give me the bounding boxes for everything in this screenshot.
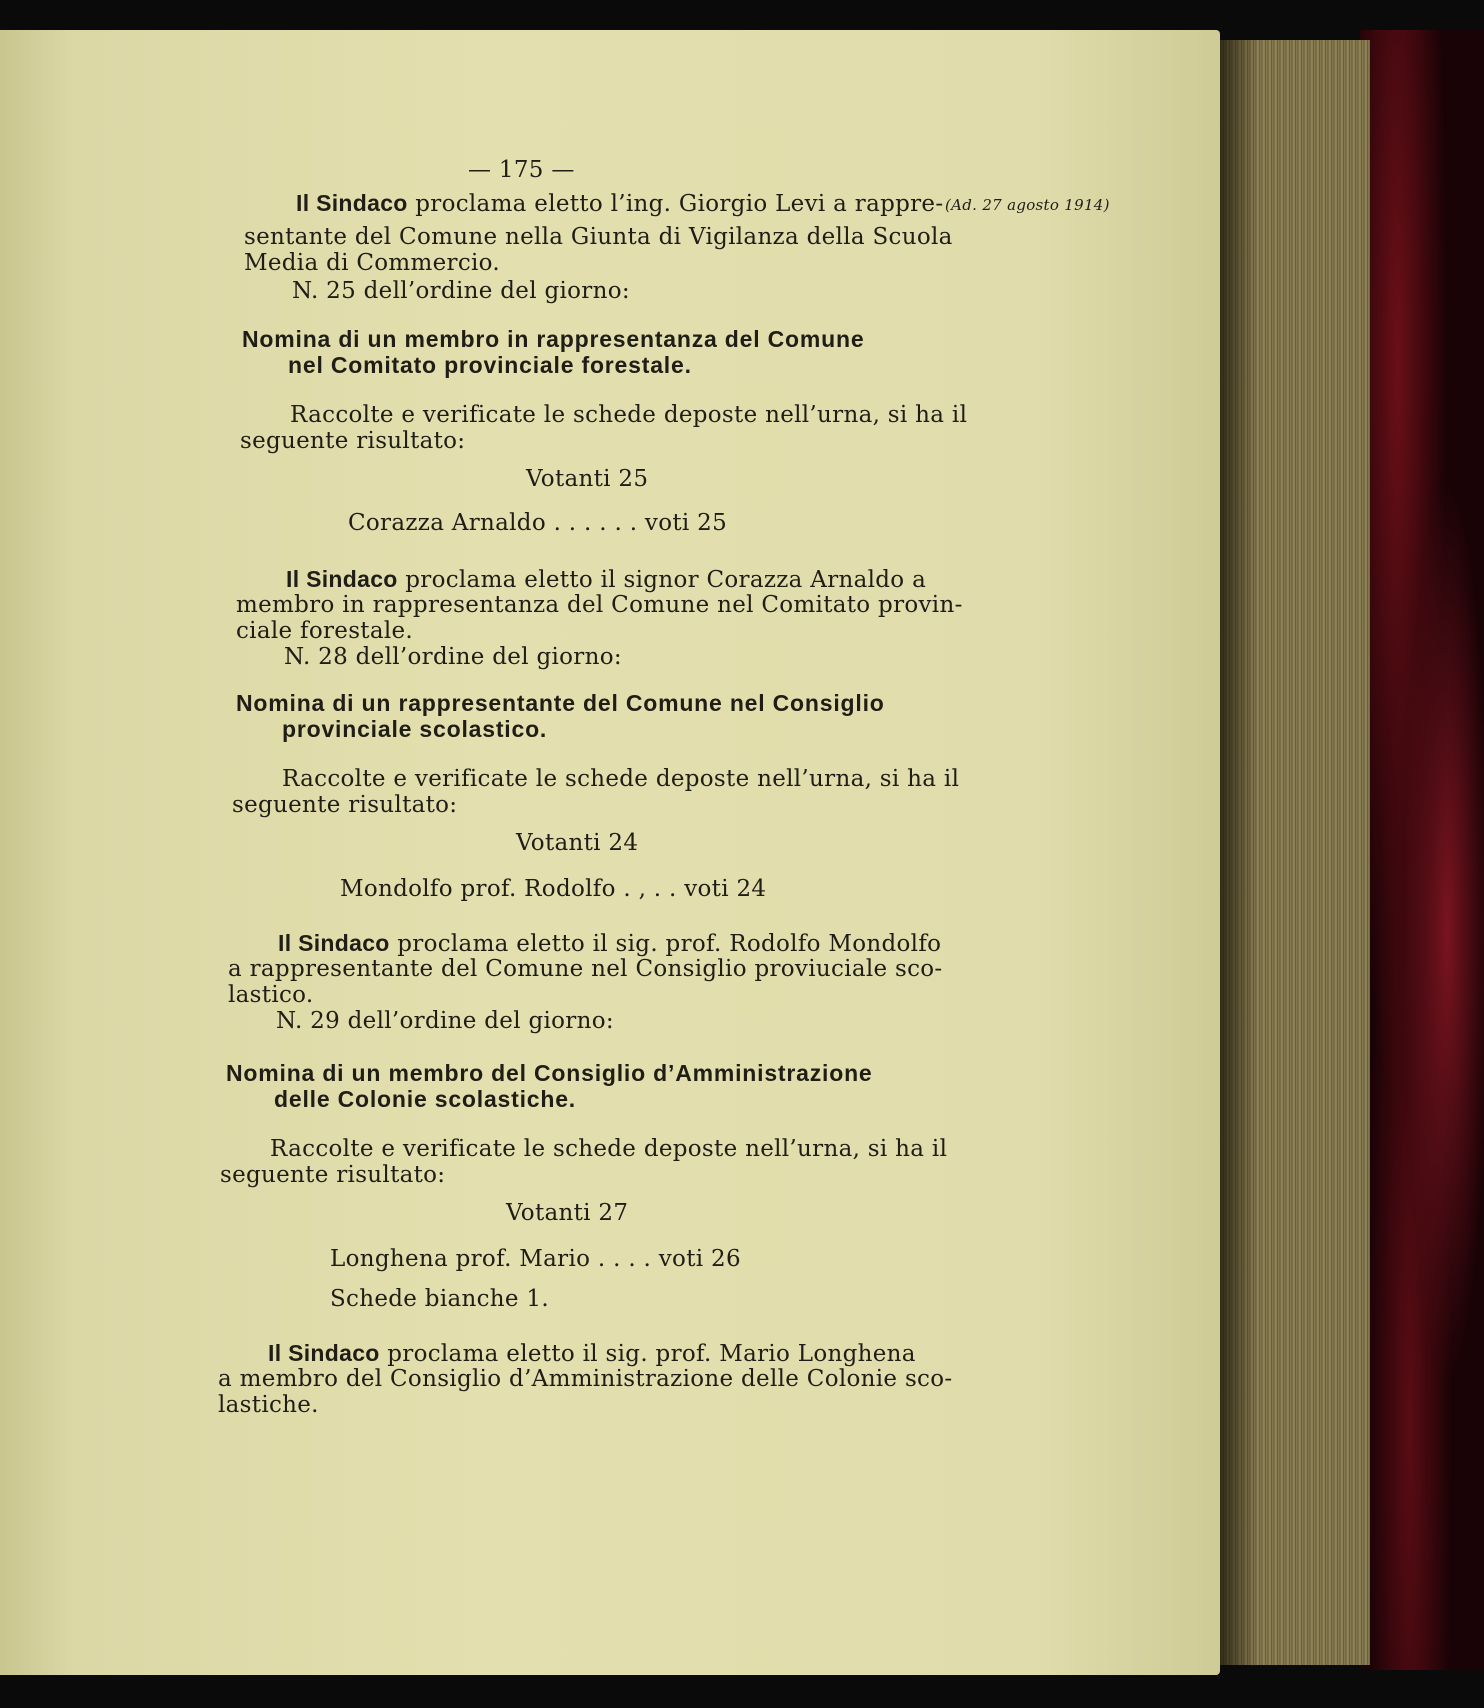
intro-28-line2: seguente risultato: [232, 792, 458, 818]
page-number: — 175 — [468, 157, 575, 183]
heading-28-line1: Nomina di un rappresentante del Comune nel Consiglio [236, 690, 885, 716]
intro-25-line2: seguente risultato: [240, 428, 466, 454]
intro-29-line2: seguente risultato: [220, 1162, 446, 1188]
page-text [0, 30, 1220, 1675]
speaker-label: Il Sindaco [268, 1340, 380, 1366]
heading-28-line2: provinciale scolastico. [282, 716, 548, 742]
para1-line1 [296, 190, 943, 217]
book-cover-edge [1360, 30, 1484, 1670]
result-25-line1-text: proclama eletto il signor Corazza Arnaldo a [397, 567, 927, 593]
para1-line2: sentante del Comune nella Giunta di Vigilanza della Scuola [244, 224, 953, 250]
intro-25-line1: Raccolte e verificate le schede deposte nell’urna, si ha il [290, 402, 968, 428]
blank-ballots-29: Schede bianche 1. [330, 1286, 549, 1312]
result-28-line2: a rappresentante del Comune nel Consiglio proviuciale sco- [228, 956, 943, 982]
heading-29-line1: Nomina di un membro del Consiglio d’Amministrazione [226, 1060, 873, 1086]
candidate-28: Mondolfo prof. Rodolfo . , . . voti 24 [340, 876, 767, 902]
para1-line3: Media di Commercio. [244, 250, 501, 276]
speaker-label: Il Sindaco [278, 930, 390, 956]
result-29-line1 [268, 1340, 916, 1367]
book-page [0, 30, 1220, 1675]
order-item-25: N. 25 dell’ordine del giorno: [292, 278, 630, 304]
result-29-line3: lastiche. [218, 1392, 319, 1418]
speaker-label: Il Sindaco [286, 566, 398, 592]
result-25-line1 [286, 566, 926, 593]
speaker-label: Il Sindaco [296, 190, 408, 216]
margin-note: (Ad. 27 agosto 1914) [945, 196, 1110, 214]
result-25-line2: membro in rappresentanza del Comune nel Comitato provin- [236, 592, 963, 618]
result-29-line2: a membro del Consiglio d’Amministrazione delle Colonie sco- [218, 1366, 953, 1392]
result-28-line3: lastico. [228, 982, 314, 1008]
result-28-line1 [278, 930, 941, 957]
order-item-28: N. 28 dell’ordine del giorno: [284, 644, 622, 670]
para1-line1-text: proclama eletto l’ing. Giorgio Levi a rappre- [407, 191, 944, 217]
votanti-29: Votanti 27 [506, 1200, 629, 1226]
intro-28-line1: Raccolte e verificate le schede deposte nell’urna, si ha il [282, 766, 960, 792]
heading-29-line2: delle Colonie scolastiche. [274, 1086, 576, 1112]
heading-25-line1: Nomina di un membro in rappresentanza del Comune [242, 326, 865, 352]
order-item-29: N. 29 dell’ordine del giorno: [276, 1008, 614, 1034]
result-25-line3: ciale forestale. [236, 618, 414, 644]
votanti-28: Votanti 24 [516, 830, 639, 856]
candidate-25: Corazza Arnaldo . . . . . . voti 25 [348, 510, 728, 536]
votanti-25: Votanti 25 [526, 466, 649, 492]
candidate-29: Longhena prof. Mario . . . . voti 26 [330, 1246, 741, 1272]
intro-29-line1: Raccolte e verificate le schede deposte nell’urna, si ha il [270, 1136, 948, 1162]
heading-25-line2: nel Comitato provinciale forestale. [288, 352, 692, 378]
result-28-line1-text: proclama eletto il sig. prof. Rodolfo Mondolfo [389, 931, 942, 957]
result-29-line1-text: proclama eletto il sig. prof. Mario Longhena [379, 1341, 916, 1367]
page-gutter-shadow [1218, 40, 1258, 1665]
